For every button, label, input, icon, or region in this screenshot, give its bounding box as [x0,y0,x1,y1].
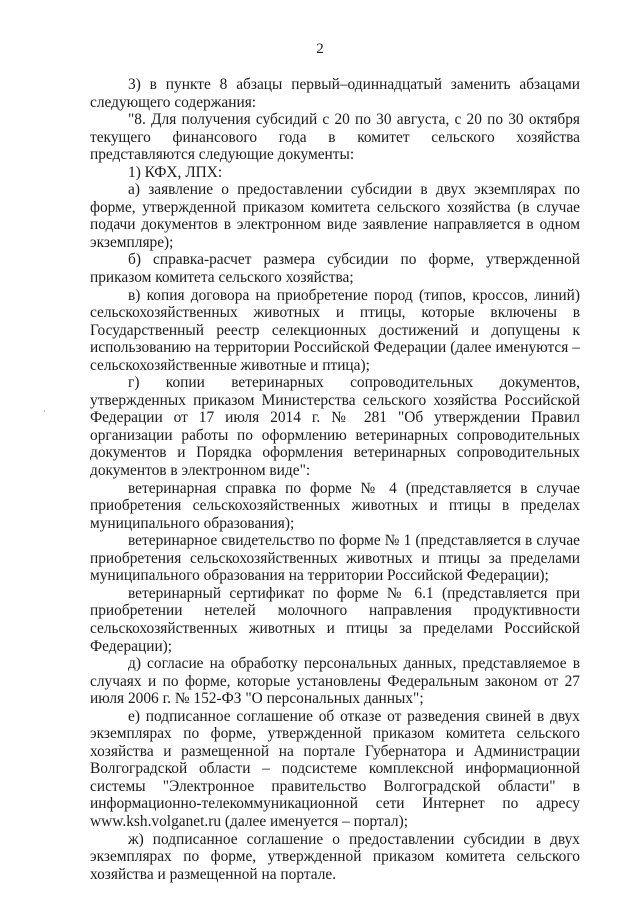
paragraph-subitem-a: а) заявление о предоставлении субсидии в двух экземплярах по форме, утвержденной приказом комитета сельского хозяйства (в случае подачи документов в электронном виде заявление направляется в одном экземпляре); [90,181,580,251]
paragraph-subitem-b: б) справка-расчет размера субсидии по форме, утвержденной приказом комитета сельского хозяйства; [90,251,580,287]
paragraph-subitem-zh: ж) подписанное соглашение о предоставлении субсидии в двух экземплярах по форме, утвержденной приказом комитета сельского хозяйства и размещенной на портале. [90,830,580,883]
paragraph-point-8-intro: "8. Для получения субсидий с 20 по 30 августа, с 20 по 30 октября текущего финансового года в комитет сельского хозяйства представляются следующие документы: [90,111,580,164]
paragraph-subitem-g: г) копии ветеринарных сопроводительных документов, утвержденных приказом Министерства сельского хозяйства Российской Федерации от 17 июля 2014 г. № 281 "Об утверждении Правил организации работы по оформлению ветеринарных сопроводительных документов и Порядка оформления ветеринарных сопроводительных документов в электронном виде": [90,374,580,480]
paragraph-vet-form-6-1: ветеринарный сертификат по форме № 6.1 (представляется при приобретении нетелей молочного направления продуктивности сельскохозяйственных животных и птицы за пределами Российской Федерации); [90,584,580,655]
paragraph-subitem-e: е) подписанное соглашение об отказе от разведения свиней в двух экземплярах по форме, утвержденной приказом комитета сельского хозяйства и размещенной на портале Губернатора и Администрации Волгоградской области – подсистеме комплексной информационной системы "Электронное правительство Волгоградской области" в информационно-телекоммуникационной сети Интернет по адресу www.ksh.volganet.ru (далее именуется – портал); [90,707,580,830]
paragraph-vet-form-1: ветеринарное свидетельство по форме № 1 (представляется в случае приобретения сельскохозяйственных животных и птицы за пределами муниципального образования на территории Российской Федерации); [90,532,580,585]
paragraph-subitem-v: в) копия договора на приобретение пород (типов, кроссов, линий) сельскохозяйственных животных и птицы, которые включены в Государственный реестр селекционных достижений и допущены к использованию на территории Российской Федерации (далее именуются – сельскохозяйственные животные и птица); [90,286,580,374]
paragraph-subitem-1: 1) КФХ, ЛПХ: [128,163,223,181]
paragraph-vet-form-4: ветеринарная справка по форме № 4 (представляется в случае приобретения сельскохозяйственных животных и птицы в пределах муниципального образования); [90,479,580,532]
document-body [90,76,580,883]
paragraph-item-3: 3) в пункте 8 абзацы первый–одиннадцатый заменить абзацами следующего содержания: [90,76,580,111]
paragraph-subitem-d: д) согласие на обработку персональных данных, представляемое в случаях и по форме, которые установлены Федеральным законом от 27 июля 2006 г. № 152-ФЗ "О персональных данных"; [90,655,580,708]
scan-artifact-dot [44,410,45,412]
page-number: 2 [316,41,324,57]
